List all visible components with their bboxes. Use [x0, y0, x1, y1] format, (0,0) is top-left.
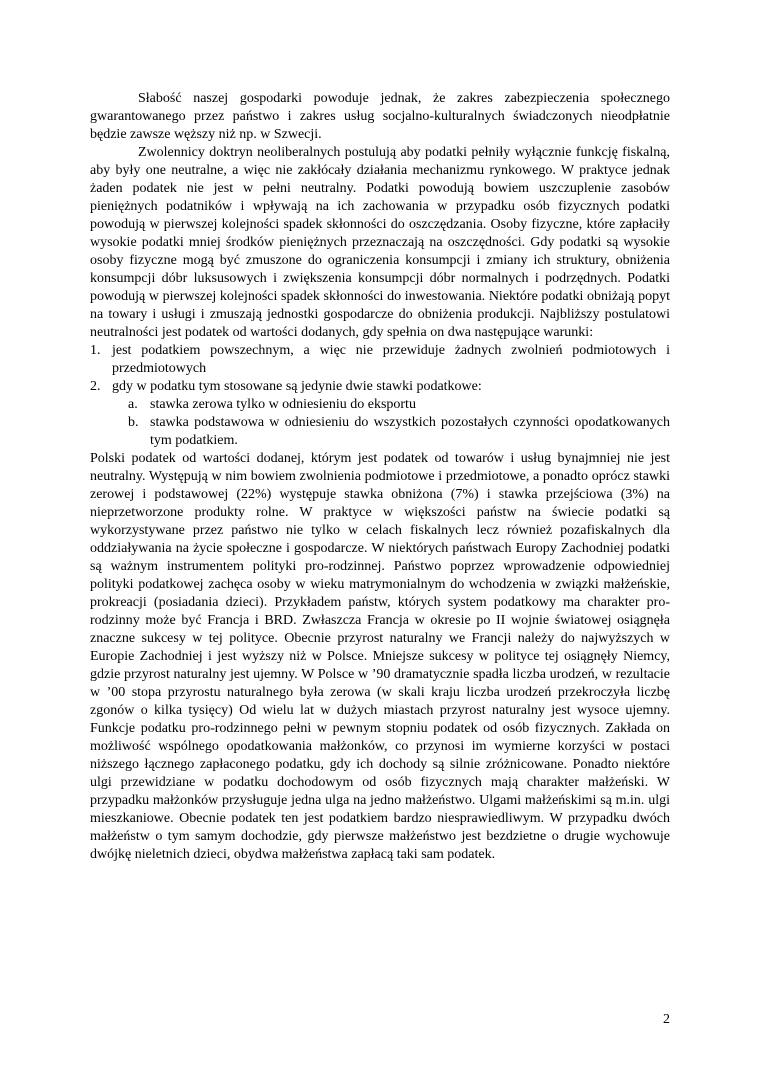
- conditions-list: [90, 342, 670, 396]
- sublist-item: [128, 414, 670, 450]
- page-body: [90, 90, 670, 864]
- list-item: [90, 342, 670, 378]
- sublist-item-text: stawka podstawowa w odniesieniu do wszystkich pozostałych czynności opodatkowanych tym podatkiem.: [150, 415, 670, 448]
- tax-rates-sublist: [90, 396, 670, 450]
- paragraph-polish-vat: Polski podatek od wartości dodanej, którym jest podatek od towarów i usług bynajmniej nie jest neutralny. Występują w nim bowiem zwolnienia podmiotowe i przedmiotowe, a ponadto oprócz stawki zerowej i podstawowej (22%) występuje stawka obniżona (7%) i stawka przejściowa (3%) na nieprzetworzone produkty rolne. W praktyce w większości państw na świecie podatki są wykorzystywane przez państwo nie tylko w celach fiskalnych lecz również pozafiskalnych dla oddziaływania na życie społeczne i gospodarcze. W niektórych państwach Europy Zachodniej podatki są ważnym instrumentem polityki pro-rodzinnej. Państwo poprzez wprowadzenie odpowiedniej polityki podatkowej zachęca osoby w wieku matrymonialnym do wchodzenia w związki małżeńskie, prokreacji (posiadania dzieci). Przykładem państw, których system podatkowy ma charakter pro-rodzinny może być Francja i BRD. Zwłaszcza Francja w okresie po II wojnie światowej osiągnęła znaczne sukcesy w tej polityce. Obecnie przyrost naturalny we Francji należy do najwyższych w Europie Zachodniej i jest wyższy niż w Polsce. Mniejsze sukcesy w polityce tej osiągnęły Niemcy, gdzie przyrost naturalny jest ujemny. W Polsce w ’90 dramatycznie spadła liczba urodzeń, w rezultacie w ’00 stopa przyrostu naturalnego była zerowa (w skali kraju liczba urodzeń przekroczyła liczbę zgonów o kilka tysięcy) Od wielu lat w dużych miastach przyrost naturalny jest wysoce ujemny. Funkcje podatku pro-rodzinnego pełni w pewnym stopniu podatek od osób fizycznych. Zakłada on możliwość wspólnego opodatkowania małżonków, co przynosi im wymierne korzyści w postaci niższego łącznego zapłaconego podatku, gdy ich dochody są silnie zróżnicowane. Ponadto niektóre ulgi przewidziane w podatku dochodowym od osób fizycznych mają charakter małżeński. W przypadku małżonków przysługuje jedna ulga na jedno małżeństwo. Ulgami małżeńskimi są m.in. ulgi mieszkaniowe. Obecnie podatek ten jest podatkiem bardzo niesprawiedliwym. W przypadku dwóch małżeństw o tym samym dochodzie, gdy pierwsze małżeństwo jest bezdzietne o drugie wychowuje dwójkę nieletnich dzieci, obydwa małżeństwa zapłacą taki sam podatek.: [90, 451, 670, 862]
- page-number: 2: [663, 1012, 670, 1027]
- list-number: 2.: [90, 379, 101, 394]
- list-item-text: gdy w podatku tym stosowane są jedynie dwie stawki podatkowe:: [112, 379, 482, 394]
- sublist-item: [128, 396, 670, 414]
- list-item-text: jest podatkiem powszechnym, a więc nie przewiduje żadnych zwolnień podmiotowych i przedmiotowych: [112, 343, 670, 376]
- list-item: [90, 378, 670, 396]
- sublist-letter: a.: [128, 397, 138, 412]
- paragraph-social-security: Słabość naszej gospodarki powoduje jednak, że zakres zabezpieczenia społecznego gwarantowanego przez państwo i zakres usług socjalno-kulturalnych świadczonych nieodpłatnie będzie zawsze węższy niż np. w Szwecji.: [90, 91, 670, 142]
- paragraph-neoliberal-taxes: Zwolennicy doktryn neoliberalnych postulują aby podatki pełniły wyłącznie funkcję fiskalną, aby były one neutralne, a więc nie zakłócały działania mechanizmu rynkowego. W praktyce jednak żaden podatek nie jest w pełni neutralny. Podatki powodują bowiem uszczuplenie zasobów pieniężnych podatników i wpływają na ich zachowania w przypadku osób fizycznych podatki powodują w pierwszej kolejności spadek skłonności do oszczędzania. Osoby fizyczne, które zapłaciły wysokie podatki mniej środków pieniężnych przeznaczają na oszczędności. Gdy podatki są wysokie osoby fizyczne mogą być zmuszone do ograniczenia konsumpcji i zmiany ich struktury, obniżenia konsumpcji dóbr luksusowych i zwiększenia konsumpcji dóbr normalnych i podrzędnych. Podatki powodują w pierwszej kolejności spadek skłonności do inwestowania. Niektóre podatki obniżają popyt na towary i usługi i zmuszają jednostki gospodarcze do obniżenia produkcji. Najbliższy postulatowi neutralności jest podatek od wartości dodanych, gdy spełnia on dwa następujące warunki:: [90, 145, 670, 340]
- list-number: 1.: [90, 343, 101, 358]
- sublist-letter: b.: [128, 415, 139, 430]
- sublist-item-text: stawka zerowa tylko w odniesieniu do eksportu: [150, 397, 416, 412]
